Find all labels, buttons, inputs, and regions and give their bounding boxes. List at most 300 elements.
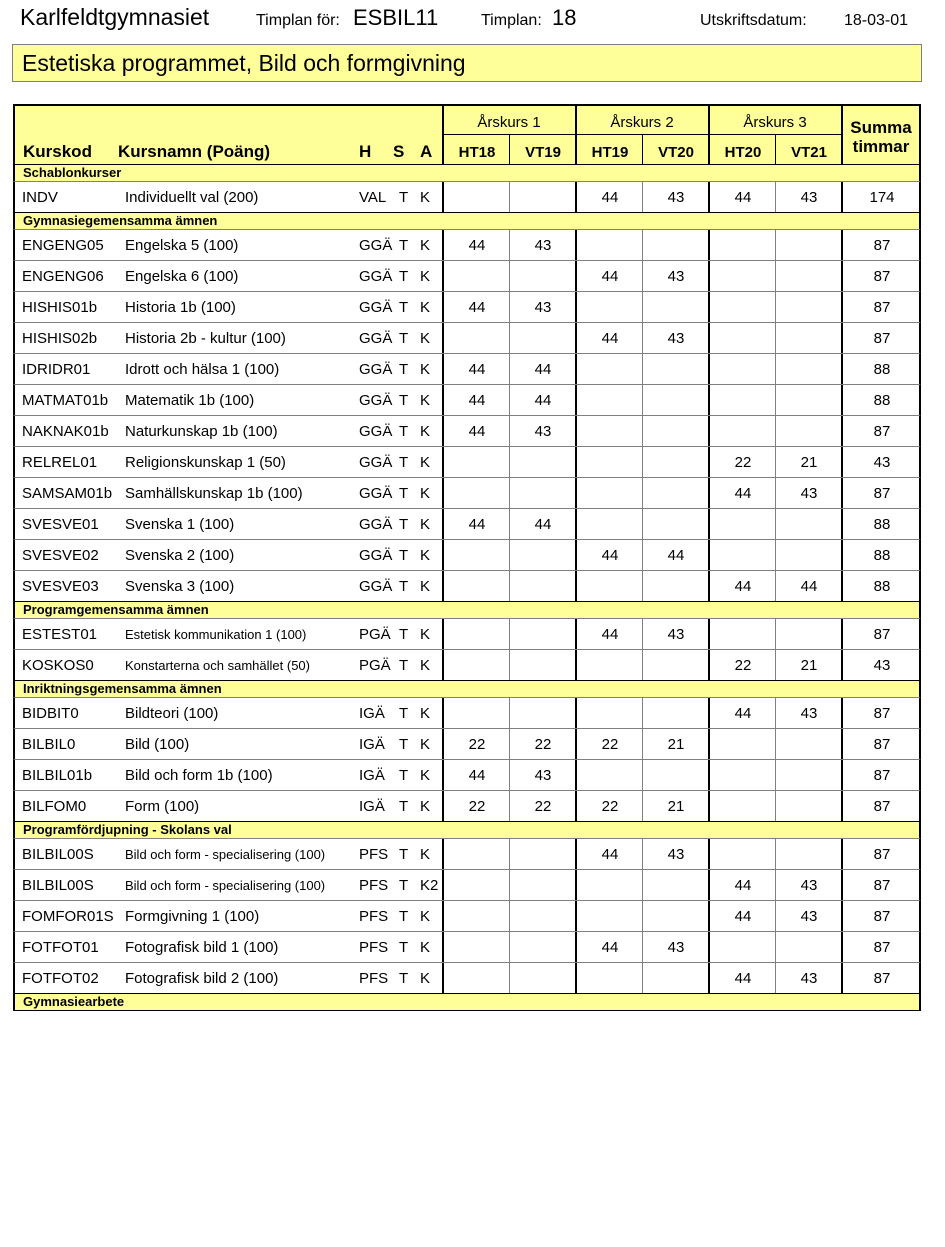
course-code: FOTFOT01 (22, 939, 99, 956)
cell-sum: 88 (873, 361, 891, 378)
cell-sum: 87 (873, 330, 891, 347)
cell-term-ht18: 44 (468, 767, 486, 784)
divider (575, 650, 577, 680)
table-row (13, 446, 921, 477)
section-header: Programgemensamma ämnen (13, 601, 921, 618)
col-s: S (393, 142, 405, 161)
cell-sum: 87 (873, 626, 891, 643)
col-course-code: Kurskod (23, 142, 92, 161)
table-row (13, 962, 921, 993)
year-1-header: Årskurs 1 (477, 114, 541, 131)
course-code: SVESVE03 (22, 578, 99, 595)
divider (442, 261, 444, 291)
cell-s: T (399, 846, 409, 863)
course-code: INDV (22, 189, 58, 206)
divider (708, 230, 710, 260)
cell-sum: 88 (873, 547, 891, 564)
cell-h: PFS (359, 970, 389, 987)
cell-a: K (420, 846, 431, 863)
divider (575, 870, 577, 900)
cell-term-vt19: 43 (534, 423, 552, 440)
course-name: Engelska 5 (100) (125, 237, 239, 254)
table-row (13, 900, 921, 931)
section-header: Programfördjupning - Skolans val (13, 821, 921, 838)
cell-s: T (399, 939, 409, 956)
divider (708, 385, 710, 415)
table-row (13, 539, 921, 570)
col-a: A (420, 142, 433, 161)
divider (775, 323, 776, 353)
plan-code: ESBIL11 (353, 5, 439, 30)
course-name: Svenska 3 (100) (125, 578, 235, 595)
course-name: Religionskunskap 1 (50) (125, 454, 286, 471)
divider (642, 478, 643, 508)
cell-h: VAL (359, 189, 387, 206)
cell-a: K (420, 268, 431, 285)
term-vt19: VT19 (525, 144, 561, 161)
cell-term-vt20: 43 (667, 939, 685, 956)
table-row (13, 229, 921, 260)
course-name: Bild och form - specialisering (100) (125, 847, 326, 862)
cell-term-ht20: 44 (734, 908, 752, 925)
divider (642, 901, 643, 931)
cell-sum: 87 (873, 237, 891, 254)
cell-a: K (420, 736, 431, 753)
course-name: Engelska 6 (100) (125, 268, 239, 285)
cell-h: PGÄ (359, 626, 391, 643)
course-code: IDRIDR01 (22, 361, 91, 378)
divider (575, 698, 577, 728)
cell-term-ht20: 44 (734, 485, 752, 502)
course-code: KOSKOS0 (22, 657, 94, 674)
cell-a: K (420, 237, 431, 254)
course-name: Matematik 1b (100) (125, 392, 255, 409)
course-code: HISHIS01b (22, 299, 98, 316)
course-code: NAKNAK01b (22, 423, 109, 440)
divider (442, 323, 444, 353)
divider (442, 901, 444, 931)
divider (642, 354, 643, 384)
cell-sum: 87 (873, 299, 891, 316)
cell-a: K (420, 908, 431, 925)
divider (575, 447, 577, 477)
cell-sum: 88 (873, 516, 891, 533)
cell-s: T (399, 877, 409, 894)
cell-term-vt20: 43 (667, 846, 685, 863)
divider (642, 698, 643, 728)
divider (442, 932, 444, 962)
divider (509, 870, 510, 900)
divider (708, 760, 710, 790)
course-name: Bild och form - specialisering (100) (125, 878, 326, 893)
cell-h: PGÄ (359, 657, 391, 674)
cell-a: K (420, 454, 431, 471)
cell-s: T (399, 392, 409, 409)
cell-s: T (399, 908, 409, 925)
cell-term-vt20: 43 (667, 626, 685, 643)
divider (642, 870, 643, 900)
section-header: Schablonkurser (13, 164, 921, 181)
table-row (13, 618, 921, 649)
divider (708, 354, 710, 384)
cell-s: T (399, 330, 409, 347)
cell-sum: 88 (873, 578, 891, 595)
term-vt20: VT20 (658, 144, 694, 161)
table-row (13, 260, 921, 291)
cell-a: K (420, 798, 431, 815)
course-code: BILBIL00S (22, 846, 94, 863)
year-3-header: Årskurs 3 (743, 114, 807, 131)
cell-term-ht18: 44 (468, 392, 486, 409)
course-code: FOTFOT02 (22, 970, 99, 987)
divider (442, 571, 444, 601)
course-name: Formgivning 1 (100) (125, 908, 260, 925)
table-row (13, 649, 921, 680)
cell-s: T (399, 626, 409, 643)
cell-s: T (399, 189, 409, 206)
course-name: Form (100) (125, 798, 200, 815)
section-header: Inriktningsgemensamma ämnen (13, 680, 921, 697)
cell-term-vt20: 21 (667, 798, 685, 815)
divider (642, 292, 643, 322)
cell-a: K (420, 705, 431, 722)
cell-term-ht20: 44 (734, 578, 752, 595)
school-name: Karlfeldtgymnasiet (20, 4, 210, 30)
course-name: Historia 2b - kultur (100) (125, 330, 286, 347)
divider (775, 261, 776, 291)
cell-a: K (420, 767, 431, 784)
divider (642, 416, 643, 446)
course-code: BIDBIT0 (22, 705, 79, 722)
table-row (13, 508, 921, 539)
cell-h: GGÄ (359, 485, 393, 502)
cell-term-ht18: 44 (468, 423, 486, 440)
divider (575, 478, 577, 508)
divider (509, 650, 510, 680)
cell-a: K (420, 939, 431, 956)
course-name: Individuellt val (200) (125, 189, 259, 206)
col-course-name: Kursnamn (Poäng) (118, 142, 271, 161)
divider (442, 447, 444, 477)
cell-h: GGÄ (359, 392, 393, 409)
divider (642, 509, 643, 539)
divider (509, 323, 510, 353)
table-header (13, 104, 921, 164)
cell-term-vt19: 43 (534, 299, 552, 316)
course-name: Idrott och hälsa 1 (100) (125, 361, 280, 378)
divider (775, 416, 776, 446)
course-code: BILFOM0 (22, 798, 87, 815)
table-row (13, 728, 921, 759)
course-name: Fotografisk bild 1 (100) (125, 939, 279, 956)
cell-a: K (420, 657, 431, 674)
cell-term-ht18: 44 (468, 361, 486, 378)
cell-s: T (399, 798, 409, 815)
divider (642, 760, 643, 790)
divider (642, 963, 643, 993)
cell-sum: 174 (869, 189, 895, 206)
cell-term-ht19: 44 (601, 547, 619, 564)
cell-term-ht19: 44 (601, 939, 619, 956)
cell-a: K (420, 189, 431, 206)
cell-term-vt20: 44 (667, 547, 685, 564)
divider (509, 540, 510, 570)
cell-term-vt20: 43 (667, 189, 685, 206)
cell-a: K (420, 361, 431, 378)
cell-term-vt21: 43 (800, 485, 818, 502)
divider (775, 385, 776, 415)
cell-a: K2 (420, 877, 439, 894)
cell-term-ht20: 44 (734, 189, 752, 206)
course-code: ENGENG06 (22, 268, 104, 285)
course-code: BILBIL0 (22, 736, 76, 753)
cell-term-vt21: 43 (800, 705, 818, 722)
cell-h: PFS (359, 846, 389, 863)
table-row (13, 931, 921, 962)
cell-h: GGÄ (359, 237, 393, 254)
table-row (13, 759, 921, 790)
divider (775, 729, 776, 759)
table-row (13, 384, 921, 415)
table-row (13, 322, 921, 353)
term-vt21: VT21 (791, 144, 827, 161)
cell-term-vt21: 43 (800, 877, 818, 894)
cell-term-vt19: 44 (534, 392, 552, 409)
divider (775, 230, 776, 260)
divider (442, 182, 444, 212)
course-name: Svenska 1 (100) (125, 516, 235, 533)
cell-term-ht20: 44 (734, 705, 752, 722)
cell-term-vt21: 21 (800, 657, 818, 674)
cell-term-vt21: 43 (800, 970, 818, 987)
cell-sum: 87 (873, 767, 891, 784)
cell-s: T (399, 657, 409, 674)
cell-term-vt19: 22 (534, 736, 552, 753)
cell-s: T (399, 705, 409, 722)
cell-sum: 43 (873, 454, 891, 471)
course-name: Estetisk kommunikation 1 (100) (125, 627, 307, 642)
cell-s: T (399, 454, 409, 471)
cell-h: IGÄ (359, 798, 385, 815)
divider (442, 540, 444, 570)
divider (642, 385, 643, 415)
cell-s: T (399, 970, 409, 987)
cell-sum: 87 (873, 939, 891, 956)
course-code: SVESVE01 (22, 516, 99, 533)
cell-a: K (420, 392, 431, 409)
cell-sum: 87 (873, 423, 891, 440)
cell-s: T (399, 767, 409, 784)
divider (775, 292, 776, 322)
table-end-line (13, 1010, 921, 1011)
term-ht18: HT18 (458, 144, 496, 161)
cell-term-ht18: 44 (468, 237, 486, 254)
divider (509, 839, 510, 869)
print-date-label: Utskriftsdatum: (700, 12, 807, 29)
cell-term-ht19: 22 (601, 798, 619, 815)
course-code: MATMAT01b (22, 392, 109, 409)
cell-sum: 87 (873, 846, 891, 863)
cell-s: T (399, 268, 409, 285)
cell-term-vt21: 44 (800, 578, 818, 595)
course-code: HISHIS02b (22, 330, 98, 347)
cell-term-ht19: 22 (601, 736, 619, 753)
cell-h: PFS (359, 908, 389, 925)
divider (708, 292, 710, 322)
section-header: Gymnasiearbete (13, 993, 921, 1010)
table-row (13, 570, 921, 601)
print-date: 18-03-01 (844, 12, 909, 29)
cell-sum: 87 (873, 908, 891, 925)
cell-term-ht19: 44 (601, 268, 619, 285)
table-row (13, 790, 921, 821)
program-title: Estetiska programmet, Bild och formgivning (12, 44, 922, 82)
page-header (0, 0, 945, 40)
cell-term-ht18: 44 (468, 299, 486, 316)
course-code: SAMSAM01b (22, 485, 113, 502)
divider (509, 619, 510, 649)
cell-sum: 87 (873, 877, 891, 894)
cell-h: PFS (359, 877, 389, 894)
divider (442, 478, 444, 508)
divider (575, 901, 577, 931)
sum-header-line1: Summa (850, 118, 912, 137)
divider (442, 839, 444, 869)
divider (775, 619, 776, 649)
course-code: FOMFOR01S (22, 908, 114, 925)
cell-sum: 87 (873, 970, 891, 987)
course-name: Fotografisk bild 2 (100) (125, 970, 279, 987)
divider (509, 698, 510, 728)
cell-term-ht19: 44 (601, 330, 619, 347)
divider (775, 540, 776, 570)
course-code: BILBIL00S (22, 877, 94, 894)
cell-s: T (399, 361, 409, 378)
table-row (13, 353, 921, 384)
cell-h: GGÄ (359, 547, 393, 564)
course-code: ESTEST01 (22, 626, 98, 643)
cell-a: K (420, 330, 431, 347)
cell-h: GGÄ (359, 268, 393, 285)
cell-s: T (399, 485, 409, 502)
cell-term-vt20: 43 (667, 330, 685, 347)
table-row (13, 415, 921, 446)
sum-header-line2: timmar (852, 137, 910, 156)
divider (509, 182, 510, 212)
course-name: Svenska 2 (100) (125, 547, 235, 564)
cell-term-vt20: 43 (667, 268, 685, 285)
cell-term-vt21: 43 (800, 908, 818, 925)
divider (642, 230, 643, 260)
divider (442, 698, 444, 728)
cell-s: T (399, 423, 409, 440)
cell-a: K (420, 423, 431, 440)
cell-term-vt19: 43 (534, 767, 552, 784)
course-name: Bild och form 1b (100) (125, 767, 273, 784)
term-ht20: HT20 (724, 144, 762, 161)
cell-s: T (399, 736, 409, 753)
cell-term-vt21: 43 (800, 189, 818, 206)
cell-term-vt19: 44 (534, 516, 552, 533)
cell-term-ht20: 44 (734, 970, 752, 987)
divider (575, 963, 577, 993)
cell-sum: 87 (873, 485, 891, 502)
divider (775, 354, 776, 384)
cell-term-vt19: 44 (534, 361, 552, 378)
divider (708, 509, 710, 539)
divider (775, 839, 776, 869)
table-row (13, 869, 921, 900)
divider (509, 963, 510, 993)
cell-s: T (399, 299, 409, 316)
table-row (13, 697, 921, 728)
cell-term-ht19: 44 (601, 189, 619, 206)
course-name: Konstarterna och samhället (50) (125, 658, 310, 673)
divider (642, 650, 643, 680)
table-row (13, 291, 921, 322)
cell-a: K (420, 626, 431, 643)
cell-a: K (420, 547, 431, 564)
cell-term-ht19: 44 (601, 846, 619, 863)
cell-term-ht19: 44 (601, 626, 619, 643)
cell-sum: 87 (873, 798, 891, 815)
table-row (13, 838, 921, 869)
cell-a: K (420, 970, 431, 987)
divider (775, 760, 776, 790)
cell-h: GGÄ (359, 361, 393, 378)
term-ht19: HT19 (591, 144, 629, 161)
course-code: RELREL01 (22, 454, 98, 471)
divider (442, 870, 444, 900)
cell-sum: 88 (873, 392, 891, 409)
divider (442, 650, 444, 680)
table-row (13, 477, 921, 508)
cell-h: GGÄ (359, 516, 393, 533)
course-name: Historia 1b (100) (125, 299, 236, 316)
divider (509, 932, 510, 962)
divider (642, 571, 643, 601)
cell-term-ht20: 22 (734, 657, 752, 674)
cell-term-vt21: 21 (800, 454, 818, 471)
cell-s: T (399, 237, 409, 254)
cell-s: T (399, 578, 409, 595)
section-header: Gymnasiegemensamma ämnen (13, 212, 921, 229)
cell-term-vt19: 43 (534, 237, 552, 254)
divider (775, 932, 776, 962)
plan-label: Timplan: (481, 12, 542, 29)
course-name: Bildteori (100) (125, 705, 219, 722)
course-table (13, 104, 921, 1011)
cell-h: GGÄ (359, 578, 393, 595)
divider (775, 509, 776, 539)
table-row (13, 181, 921, 212)
table-body (13, 164, 921, 1010)
divider (442, 963, 444, 993)
cell-h: IGÄ (359, 705, 385, 722)
cell-sum: 87 (873, 736, 891, 753)
cell-sum: 87 (873, 705, 891, 722)
cell-a: K (420, 299, 431, 316)
cell-h: IGÄ (359, 767, 385, 784)
divider (442, 619, 444, 649)
cell-sum: 87 (873, 268, 891, 285)
cell-term-ht18: 22 (468, 798, 486, 815)
cell-a: K (420, 485, 431, 502)
cell-h: PFS (359, 939, 389, 956)
plan-number: 18 (552, 5, 577, 30)
divider (509, 478, 510, 508)
divider (642, 447, 643, 477)
